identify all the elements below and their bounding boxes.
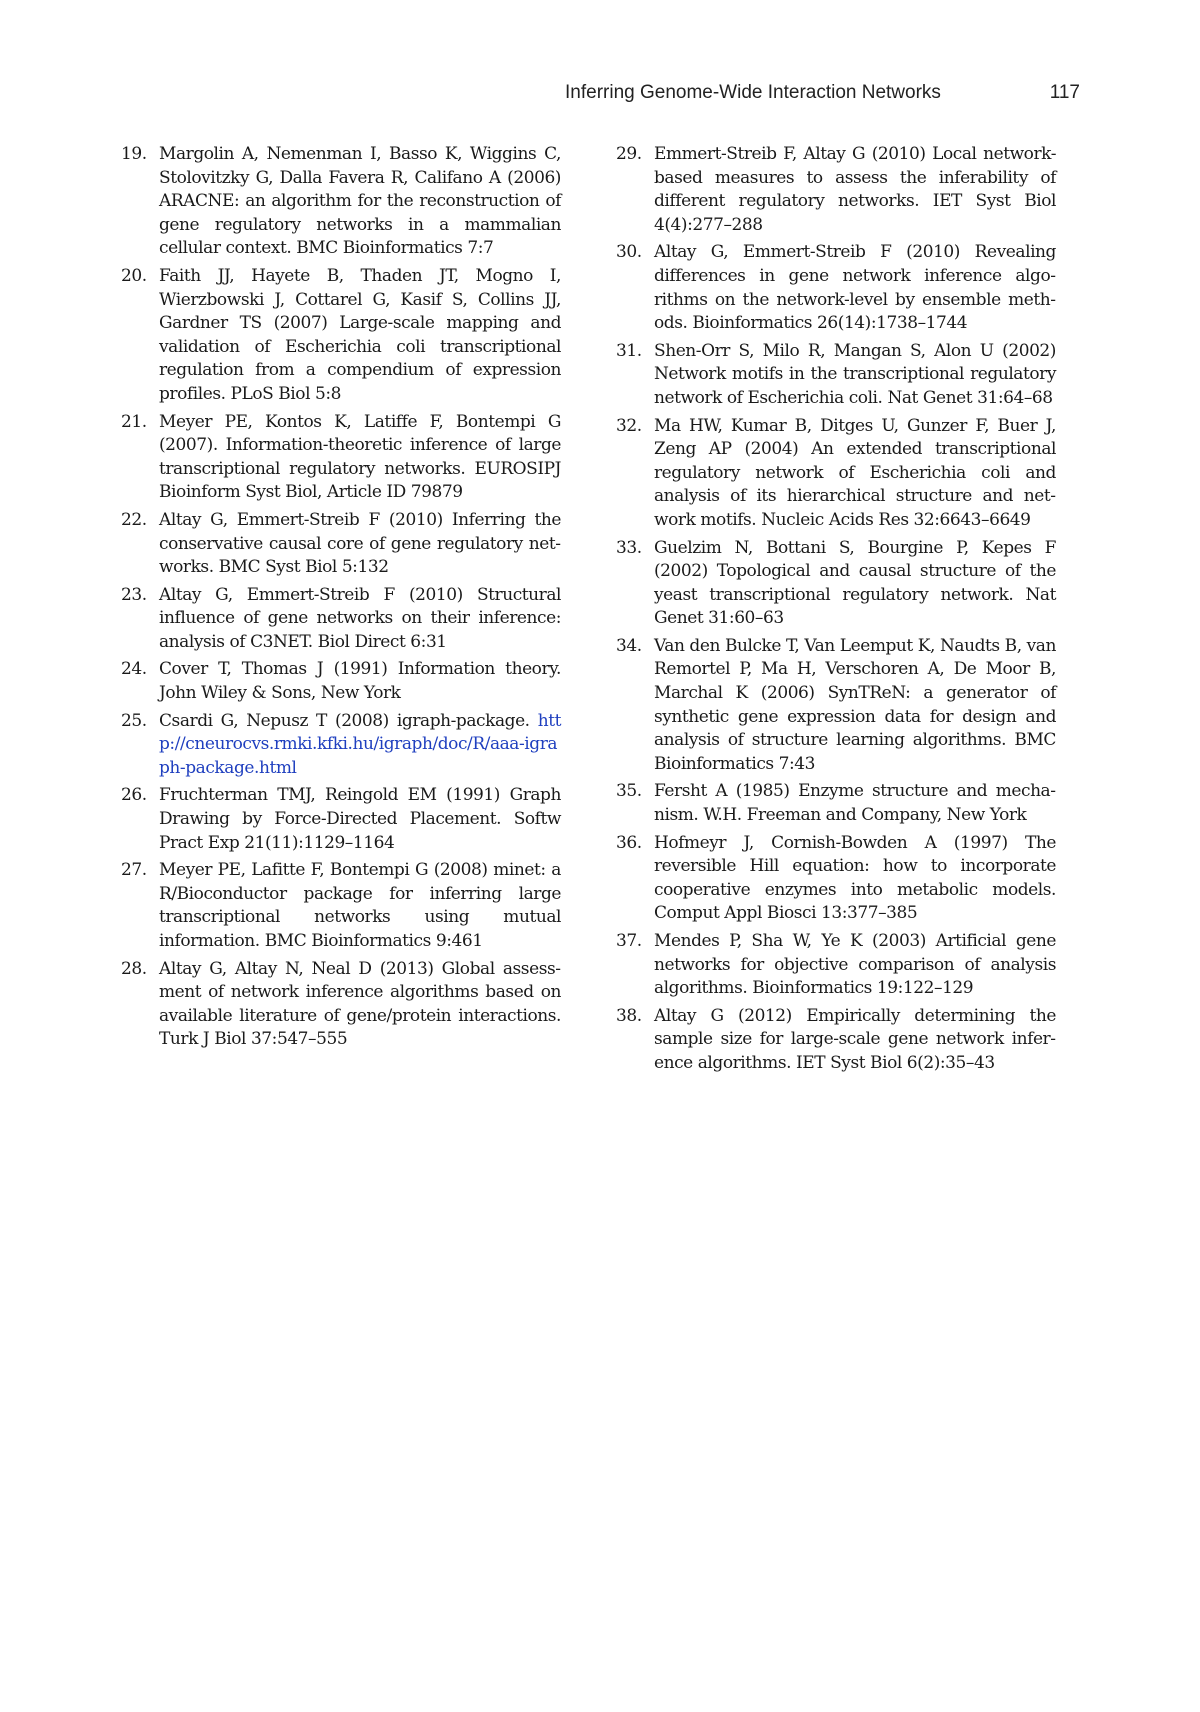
- reference-19: [121, 143, 561, 261]
- reference-number: 34.: [616, 635, 642, 656]
- left-column: [121, 143, 561, 1056]
- reference-text: Altay G, Emmert-Streib F (2010) Revealing differences in gene network inference algorithms on the network-level by ensemble methods. Bioinformatics 26(14):1738–1744: [654, 242, 1056, 334]
- reference-number: 33.: [616, 537, 642, 558]
- reference-text: Van den Bulcke T, Van Leemput K, Naudts B, van Remortel P, Ma H, Verschoren A, De Moor B, Marchal K (2006) SynTReN: a generator of synthetic gene expression data for design and analysis of structure learning algorithms. BMC Bioinformatics 7:43: [654, 635, 1056, 774]
- reference-text: Cover T, Thomas J (1991) Information theory. John Wiley & Sons, New York: [159, 659, 561, 704]
- reference-number: 23.: [121, 584, 147, 605]
- reference-21: [121, 411, 561, 505]
- reference-text: Altay G, Emmert-Streib F (2010) Inferring the conservative causal core of gene regulatory networks. BMC Syst Biol 5:132: [159, 509, 561, 578]
- reference-number: 29.: [616, 144, 642, 164]
- reference-37: [616, 930, 1056, 1001]
- reference-29: [616, 143, 1056, 237]
- reference-27: [121, 859, 561, 953]
- reference-23: [121, 584, 561, 655]
- reference-30: [616, 241, 1056, 335]
- reference-number: 32.: [616, 415, 642, 436]
- right-column: [616, 143, 1056, 1080]
- reference-32: [616, 415, 1056, 533]
- reference-text: Fersht A (1985) Enzyme structure and mechanism. W.H. Freeman and Company, New York: [654, 781, 1056, 826]
- reference-36: [616, 832, 1056, 926]
- reference-number: 37.: [616, 931, 642, 951]
- reference-24: [121, 658, 561, 705]
- reference-text: Altay G, Emmert-Streib F (2010) Structural influence of gene networks on their inference: analysis of C3NET. Biol Direct 6:31: [159, 584, 561, 652]
- reference-38: [616, 1005, 1056, 1076]
- reference-35: [616, 780, 1056, 827]
- reference-28: [121, 958, 561, 1052]
- reference-text: Shen-Orr S, Milo R, Mangan S, Alon U (2002) Network motifs in the transcriptional regulatory network of Escherichia coli. Nat Genet 31:64–68: [654, 340, 1056, 408]
- reference-text: Csardi G, Nepusz T (2008) igraph-package.: [159, 710, 530, 731]
- reference-number: 25.: [121, 710, 147, 731]
- reference-number: 27.: [121, 860, 147, 881]
- reference-number: 36.: [616, 832, 642, 853]
- reference-number: 19.: [121, 144, 147, 164]
- reference-number: 35.: [616, 781, 642, 802]
- reference-22: [121, 509, 561, 580]
- reference-number: 38.: [616, 1005, 642, 1026]
- reference-text: Ma HW, Kumar B, Ditges U, Gunzer F, Buer J, Zeng AP (2004) An extended transcriptional regulatory network of Escherichia coli and analysis of its hierarchical structure and network motifs. Nucleic Acids Res 32:6643–6649: [654, 415, 1056, 530]
- reference-number: 24.: [121, 659, 147, 680]
- reference-text: Meyer PE, Lafitte F, Bontempi G (2008) minet: a R/Bioconductor package for inferring large transcriptional networks using mutual information. BMC Bioinformatics 9:461: [159, 860, 561, 951]
- reference-link[interactable]: http://cneurocvs.rmki.kfki.hu/igraph/doc/R/aaa-igraph-package.html: [159, 710, 561, 778]
- reference-number: 22.: [121, 509, 147, 530]
- page-number: 117: [1049, 82, 1080, 103]
- running-title: Inferring Genome-Wide Interaction Networks: [565, 82, 941, 103]
- reference-text: Emmert-Streib F, Altay G (2010) Local network-based measures to assess the inferability of different regulatory networks. IET Syst Biol 4(4):277–288: [654, 144, 1056, 235]
- reference-text: Fruchterman TMJ, Reingold EM (1991) Graph Drawing by Force-Directed Placement. Softw Pract Exp 21(11):1129–1164: [159, 785, 561, 853]
- reference-number: 26.: [121, 785, 147, 806]
- reference-number: 31.: [616, 340, 642, 361]
- reference-text: Faith JJ, Hayete B, Thaden JT, Mogno I, Wierzbowski J, Cottarel G, Kasif S, Collins JJ, Gardner TS (2007) Large-scale mapping and validation of Escherichia coli transcriptional regulation from a compendium of expression profiles. PLoS Biol 5:8: [159, 265, 561, 404]
- reference-33: [616, 537, 1056, 631]
- reference-text: Altay G, Altay N, Neal D (2013) Global assessment of network inference algorithms based on available literature of gene/protein interactions. Turk J Biol 37:547–555: [159, 958, 561, 1050]
- reference-text: Meyer PE, Kontos K, Latiffe F, Bontempi G (2007). Information-theoretic inference of large transcriptional regulatory networks. EUROSIPJ Bioinform Syst Biol, Article ID 79879: [159, 411, 561, 503]
- reference-number: 20.: [121, 265, 147, 286]
- reference-26: [121, 784, 561, 855]
- reference-number: 21.: [121, 411, 147, 432]
- reference-text: Margolin A, Nemenman I, Basso K, Wiggins C, Stolovitzky G, Dalla Favera R, Califano A (2006) ARACNE: an algorithm for the reconstruction of gene regulatory networks in a mammalian cellular context. BMC Bioinformatics 7:7: [159, 144, 561, 259]
- reference-text: Guelzim N, Bottani S, Bourgine P, Kepes F (2002) Topological and causal structure of the yeast transcriptional regulatory network. Nat Genet 31:60–63: [654, 537, 1056, 629]
- reference-34: [616, 635, 1056, 777]
- reference-31: [616, 340, 1056, 411]
- reference-text: Hofmeyr J, Cornish-Bowden A (1997) The reversible Hill equation: how to incorporate cooperative enzymes into metabolic models. Comput Appl Biosci 13:377–385: [654, 832, 1056, 924]
- reference-number: 28.: [121, 958, 147, 979]
- reference-text: Altay G (2012) Empirically determining the sample size for large-scale gene network inference algorithms. IET Syst Biol 6(2):35–43: [654, 1005, 1056, 1073]
- reference-20: [121, 265, 561, 407]
- reference-number: 30.: [616, 242, 642, 263]
- reference-text: Mendes P, Sha W, Ye K (2003) Artificial gene networks for objective comparison of analysis algorithms. Bioinformatics 19:122–129: [654, 931, 1056, 999]
- reference-25: [121, 710, 561, 781]
